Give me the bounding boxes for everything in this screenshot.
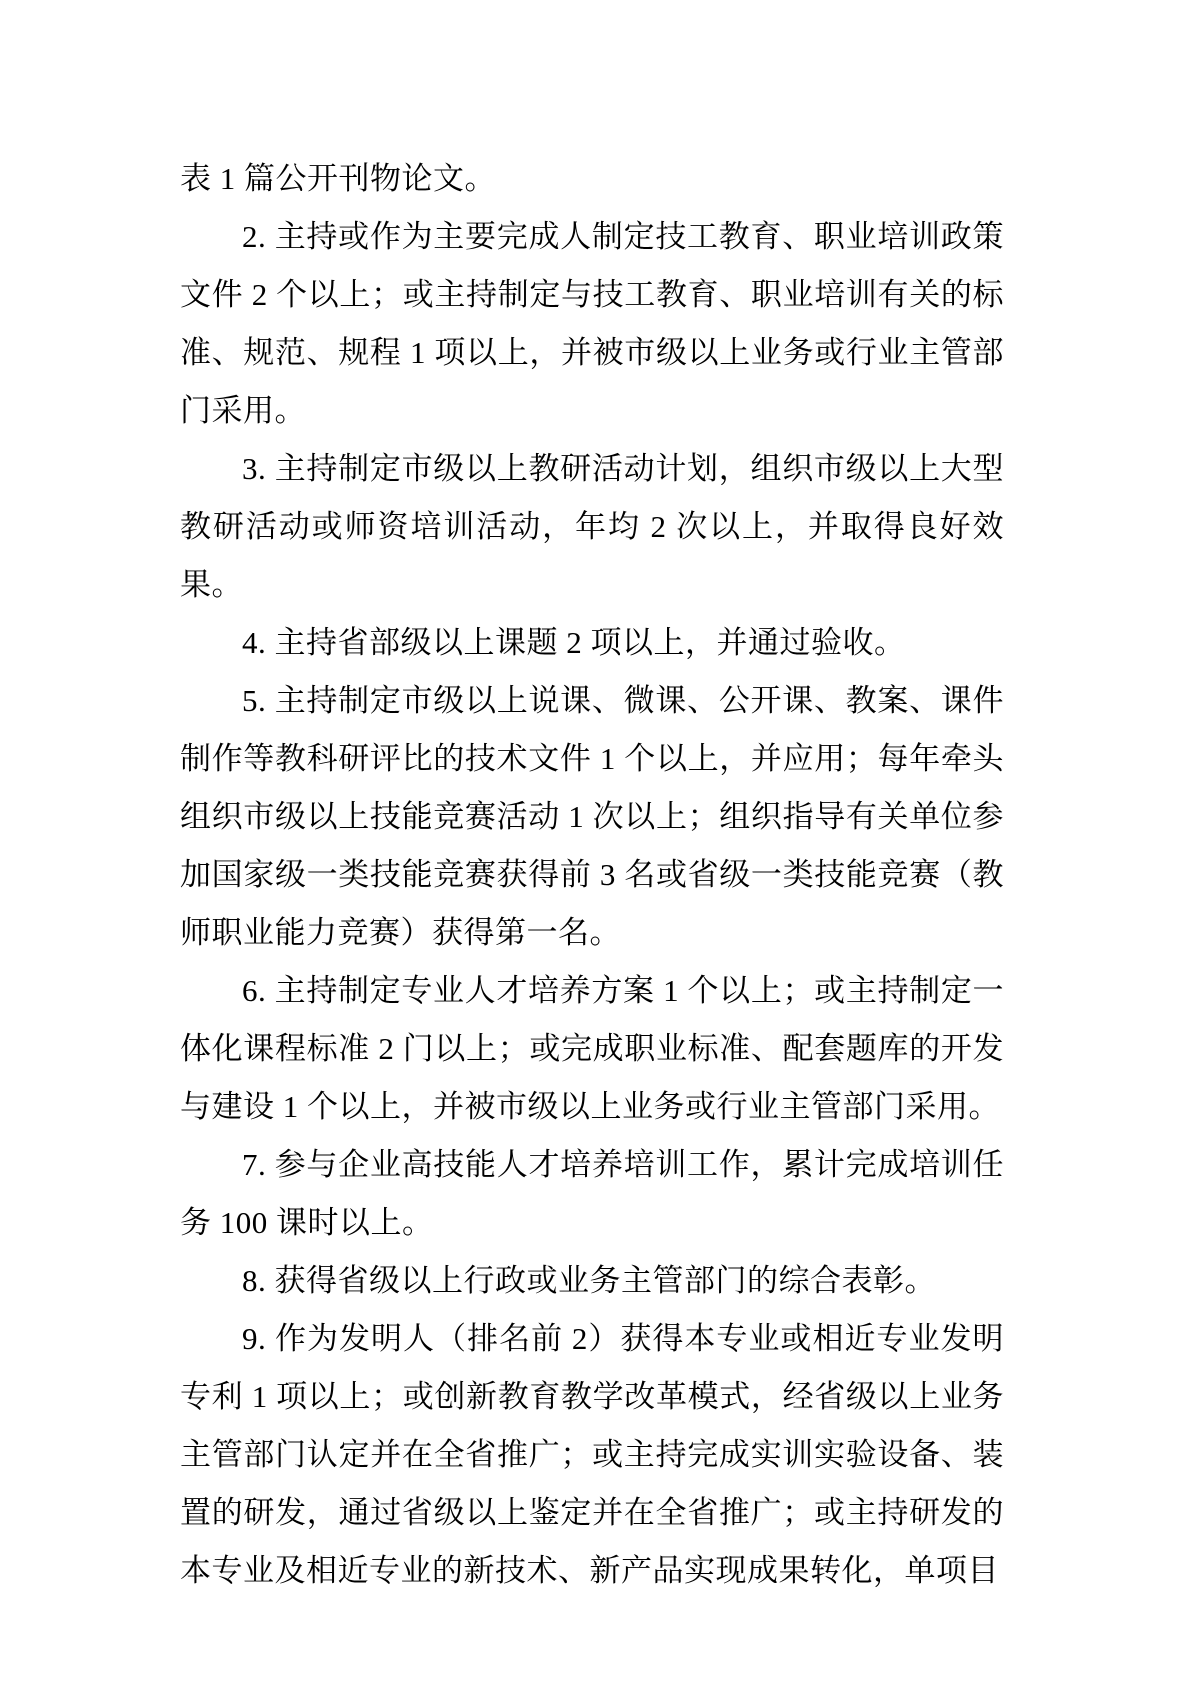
document-text-block [180,150,1004,1600]
paragraph-continuation: 表 1 篇公开刊物论文。 [180,161,496,196]
paragraph-item-6: 6. 主持制定专业人才培养方案 1 个以上；或主持制定一体化课程标准 2 门以上；或完成职业标准、配套题库的开发与建设 1 个以上，并被市级以上业务或行业主管部门采用。 [180,973,1004,1124]
paragraph-item-8: 8. 获得省级以上行政或业务主管部门的综合表彰。 [242,1263,936,1298]
paragraph-item-7: 7. 参与企业高技能人才培养培训工作，累计完成培训任务 100 课时以上。 [180,1147,1004,1240]
paragraph-item-5: 5. 主持制定市级以上说课、微课、公开课、教案、课件制作等教科研评比的技术文件 1 个以上，并应用；每年牵头组织市级以上技能竞赛活动 1 次以上；组织指导有关单位参加国家级一类技能竞赛获得前 3 名或省级一类技能竞赛（教师职业能力竞赛）获得第一名。 [180,683,1004,950]
paragraph-item-9: 9. 作为发明人（排名前 2）获得本专业或相近专业发明专利 1 项以上；或创新教育教学改革模式，经省级以上业务主管部门认定并在全省推广；或主持完成实训实验设备、装置的研发，通过省级以上鉴定并在全省推广；或主持研发的本专业及相近专业的新技术、新产品实现成果转化，单项目 [180,1321,1004,1588]
paragraph-item-2: 2. 主持或作为主要完成人制定技工教育、职业培训政策文件 2 个以上；或主持制定与技工教育、职业培训有关的标准、规范、规程 1 项以上，并被市级以上业务或行业主管部门采用。 [180,219,1004,428]
paragraph-item-3: 3. 主持制定市级以上教研活动计划，组织市级以上大型教研活动或师资培训活动，年均 2 次以上，并取得良好效果。 [180,451,1004,602]
paragraph-item-4: 4. 主持省部级以上课题 2 项以上，并通过验收。 [242,625,906,660]
